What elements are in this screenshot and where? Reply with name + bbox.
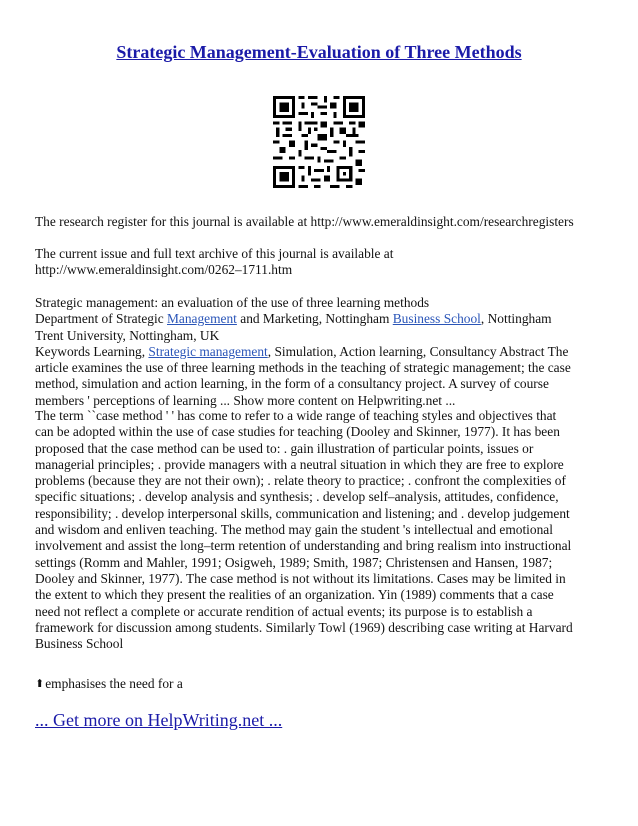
abstract-line: method, simulation and action learning, in the form of a consultancy project. A survey of course bbox=[35, 376, 549, 392]
excerpt-text: emphasises the need for a bbox=[45, 676, 183, 691]
business-school-link[interactable]: Business School bbox=[392, 311, 481, 327]
body-line: can be adopted within the use of case studies for teaching (Dooley and Skinner, 1977). It has been bbox=[35, 424, 560, 440]
keywords-text: Keywords Learning, bbox=[35, 343, 149, 359]
qr-code-icon bbox=[273, 96, 365, 188]
up-arrow-icon: ⬆ bbox=[35, 678, 45, 690]
body-line: responsibility; . develop interpersonal skills, communication and listening; and . develop judgement bbox=[35, 505, 570, 521]
university-line: Trent University, Nottingham, UK bbox=[35, 327, 220, 343]
department-line bbox=[35, 311, 607, 327]
get-more-link[interactable]: ... Get more on HelpWriting.net ... bbox=[35, 710, 283, 730]
page-title[interactable]: Strategic Management-Evaluation of Three Methods bbox=[116, 42, 522, 62]
body-line: problems (because they are not their own); . relate theory to practice; . confront the complexities of bbox=[35, 473, 566, 489]
excerpt-paragraph bbox=[35, 676, 607, 692]
body-line: The term ``case method ' ' has come to refer to a wide range of teaching styles and objectives that bbox=[35, 408, 557, 423]
abstract-line: members ' perceptions of learning ... Show more content on Helpwriting.net ... bbox=[35, 392, 456, 408]
keywords-text-2: , Simulation, Action learning, Consultancy Abstract The bbox=[267, 343, 569, 359]
article-header-paragraph bbox=[35, 295, 607, 409]
body-line: the extent to which they present the realities of an organization. Yin (1989) comments that a case bbox=[35, 587, 554, 603]
article-title-line: Strategic management: an evaluation of the use of three learning methods bbox=[35, 295, 430, 310]
keywords-line bbox=[35, 344, 607, 360]
body-paragraph bbox=[35, 408, 607, 652]
archive-url: http://www.emeraldinsight.com/0262–1711.htm bbox=[35, 262, 293, 278]
body-line: Business School bbox=[35, 636, 124, 652]
department-text-2: and Marketing, Nottingham bbox=[236, 311, 393, 327]
register-text: The research register for this journal is available at http://www.emeraldinsight.com/researchregisters bbox=[35, 214, 574, 229]
body-line: framework for discussion among students. Similarly Towl (1969) describing case writing at Harvard bbox=[35, 619, 573, 635]
department-text: Department of Strategic bbox=[35, 311, 167, 327]
excerpt-line bbox=[35, 676, 607, 692]
body-line: and wisdom and enliven teaching. The method may gain the student 's intellectual and emotional bbox=[35, 522, 553, 538]
archive-paragraph bbox=[35, 246, 607, 279]
management-link[interactable]: Management bbox=[167, 311, 237, 327]
department-text-3: , Nottingham bbox=[480, 311, 552, 327]
body-line: Dooley and Skinner, 1977). The case method is not without its limitations. Cases may be limited in bbox=[35, 570, 566, 586]
strategic-management-link[interactable]: Strategic management bbox=[148, 343, 268, 359]
body-line: involvement and assist the long–term retention of understanding and bring realism into instructional bbox=[35, 538, 572, 554]
body-line: settings (Romm and Mahler, 1991; Osigweh, 1989; Smith, 1987; Christensen and Hansen, 1987; bbox=[35, 554, 553, 570]
register-paragraph bbox=[35, 214, 607, 230]
body-line: managerial principles; . provide managers with a neutral situation in which they are free to explore bbox=[35, 456, 564, 472]
archive-text-line-1: The current issue and full text archive of this journal is available at bbox=[35, 246, 394, 261]
body-line: specific situations; . develop analysis and synthesis; . develop self–analysis, attitudes, confidence, bbox=[35, 489, 559, 505]
body-line: need not reflect a complete or accurate rendition of actual events; its purpose is to establish a bbox=[35, 603, 533, 619]
body-line: proposed that the case method can be used to: . gain illustration of particular points, issues or bbox=[35, 440, 534, 456]
abstract-line: article examines the use of three learning methods in the teaching of strategic management; the case bbox=[35, 360, 571, 376]
